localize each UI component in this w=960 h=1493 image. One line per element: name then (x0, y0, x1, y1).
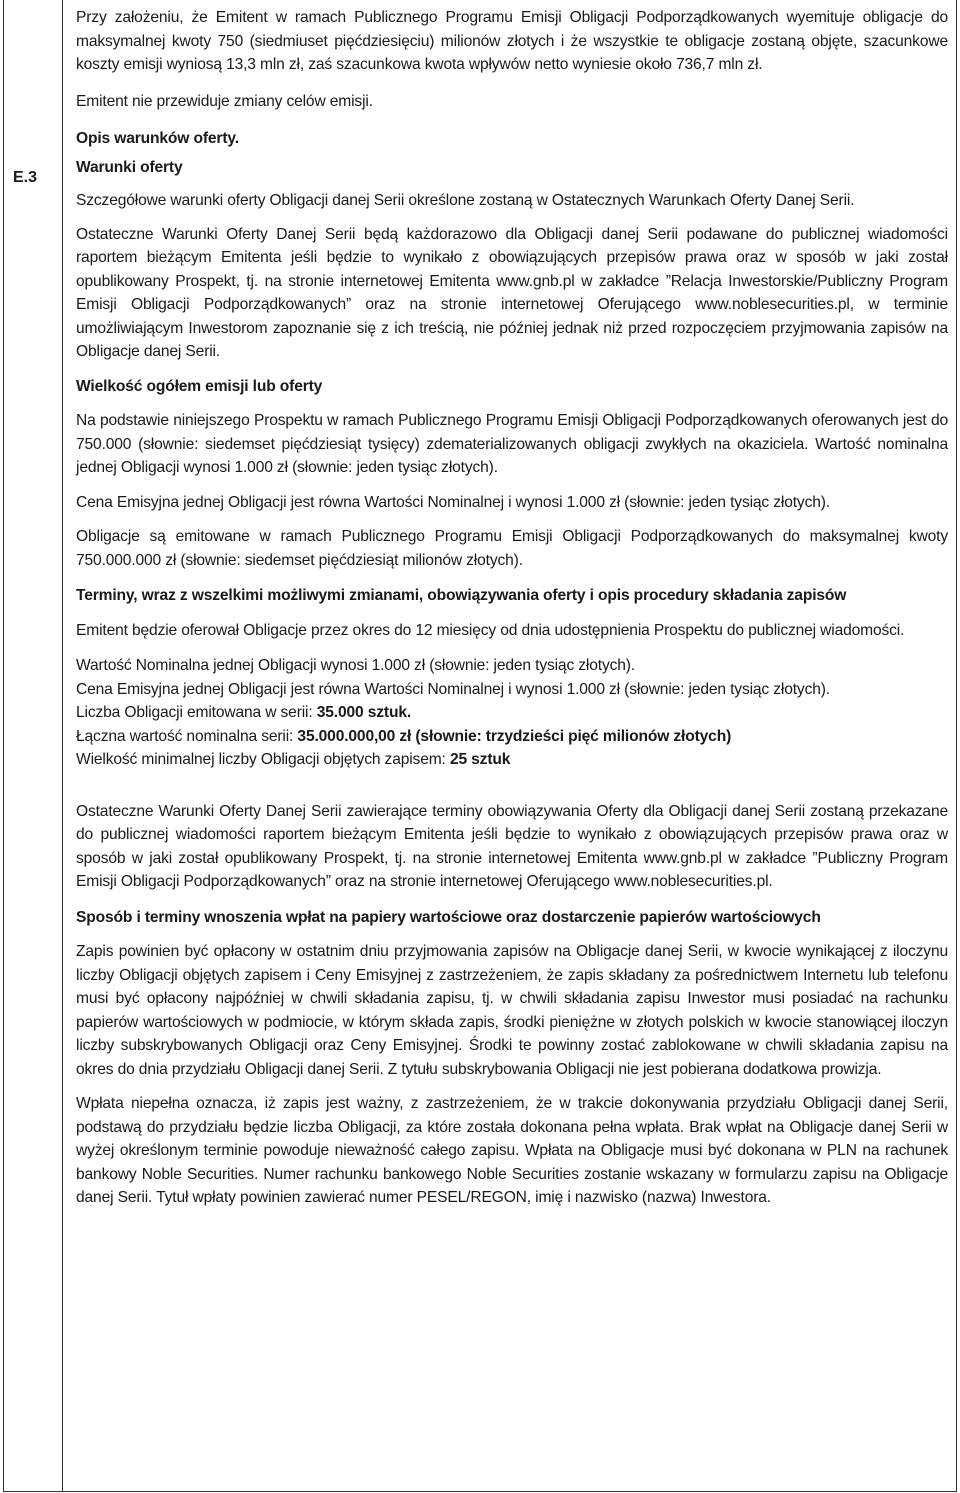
sposob-paragraph-2: Wpłata niepełna oznacza, iż zapis jest ważny, z zastrzeżeniem, że w trakcie dokonywania przydziału Obligacji danej Serii, podstawą do przydziału będzie liczba Obligacji, za które została dokonana pełna wpłata. Brak wpłat na Obligacje danej Serii w wyżej określonym terminie powoduje nieważność całego zapisu. Wpłata na Obligacje musi być dokonana w PLN na rachunek bankowy Noble Securities. Numer rachunku bankowego Noble Securities zostanie wskazany w formularzu zapisu na Obligacje danej Serii. Tytuł wpłaty powinien zawierać numer PESEL/REGON, imię i nazwisko (nazwa) Inwestora. (76, 1095, 948, 1206)
terminy-paragraph-1: Emitent będzie oferował Obligacje przez okres do 12 miesięcy od dnia udostępnienia Prospektu do publicznej wiadomości. (76, 621, 905, 639)
warunki-paragraph-2: Ostateczne Warunki Oferty Danej Serii będą każdorazowo dla Obligacji danej Serii podawane do publicznej wiadomości raportem bieżącym Emitenta jeśli będzie to wynikało z obowiązujących przepisów prawa oraz w sposób w jaki został opublikowany Prospekt, tj. na stronie internetowej Emitenta www.gnb.pl w zakładce ”Relacja Inwestorskie/Publiczny Program Emisji Obligacji Podporządkowanych” oraz na stronie internetowej Oferującego www.noblesecurities.pl, w terminie umożliwiającym Inwestorom zapoznanie się z ich treścią, nie później jednak niż przed rozpoczęciem przyjmowania zapisów na Obligacje danej Serii. (76, 225, 948, 360)
series-total-value: 35.000.000,00 zł (słownie: trzydzieści pięć milionów złotych) (297, 727, 732, 745)
minimum-subscription-value: 25 sztuk (449, 751, 511, 768)
wielkosc-heading: Wielkość ogółem emisji lub oferty (76, 377, 323, 395)
terminy-series-count (76, 701, 948, 725)
series-total-label: Łączna wartość nominalna serii: (76, 727, 298, 745)
wielkosc-paragraph-1: Na podstawie niniejszego Prospektu w ramach Publicznego Programu Emisji Obligacji Podporządkowanych oferowanych jest do 750.000 (słownie: siedemset pięćdziesiąt tysięcy) zdematerializowanych obligacji zwykłych na okaziciela. Wartość nominalna jednej Obligacji wynosi 1.000 zł (słownie: jeden tysiąc złotych). (76, 412, 948, 476)
terminy-series-total (76, 725, 948, 749)
series-count-label: Liczba Obligacji emitowana w serii: (76, 704, 317, 721)
section-title: Opis warunków oferty. (76, 130, 239, 147)
intro-paragraph-goals: Emitent nie przewiduje zmiany celów emisji. (76, 92, 373, 110)
sposob-heading: Sposób i terminy wnoszenia wpłat na papiery wartościowe oraz dostarczenie papierów wartościowych (76, 908, 821, 926)
terminy-nominal-value: Wartość Nominalna jednej Obligacji wynosi 1.000 zł (słownie: jeden tysiąc złotych). (76, 657, 635, 674)
terminy-paragraph-2: Ostateczne Warunki Oferty Danej Serii zawierające terminy obowiązywania Oferty dla Obligacji danej Serii zostaną przekazane do publicznej wiadomości raportem bieżącym Emitenta jeśli będzie to wynikało z obowiązujących przepisów prawa oraz w sposób w jaki został opublikowany Prospekt, tj. na stronie internetowej Emitenta www.gnb.pl w zakładce ”Publiczny Program Emisji Obligacji Podporządkowanych” oraz na stronie internetowej Oferującego www.noblesecurities.pl. (76, 802, 948, 890)
section-content (76, 6, 948, 1221)
terminy-heading: Terminy, wraz z wszelkimi możliwymi zmianami, obowiązywania oferty i opis procedury składania zapisów (76, 587, 847, 604)
column-divider (62, 0, 63, 1492)
wielkosc-paragraph-3: Obligacje są emitowane w ramach Publicznego Programu Emisji Obligacji Podporządkowanych do maksymalnej kwoty 750.000.000 zł (słownie: siedemset pięćdziesiąt milionów złotych). (76, 528, 948, 569)
wielkosc-paragraph-2: Cena Emisyjna jednej Obligacji jest równa Wartości Nominalnej i wynosi 1.000 zł (słownie: jeden tysiąc złotych). (76, 493, 830, 511)
spacer (76, 772, 948, 800)
warunki-heading: Warunki oferty (76, 158, 183, 176)
intro-paragraph-costs: Przy założeniu, że Emitent w ramach Publicznego Programu Emisji Obligacji Podporządkowanych wyemituje obligacje do maksymalnej kwoty 750 (siedmiuset pięćdziesięciu) milionów złotych i że wszystkie te obligacje zostaną objęte, szacunkowe koszty emisji wyniosą 13,3 mln zł, zaś szacunkowa kwota wpływów netto wyniesie około 736,7 mln zł. (76, 9, 948, 73)
section-number: E.3 (13, 169, 38, 186)
warunki-paragraph-1: Szczegółowe warunki oferty Obligacji danej Serii określone zostaną w Ostatecznych Warunkach Oferty Danej Serii. (76, 192, 855, 209)
terminy-minimum-subscription (76, 748, 948, 772)
sposob-paragraph-1: Zapis powinien być opłacony w ostatnim dniu przyjmowania zapisów na Obligacje danej Serii, w kwocie wynikającej z iloczynu liczby Obligacji objętych zapisem i Ceny Emisyjnej z zastrzeżeniem, że zapis składany za pośrednictwem Internetu lub telefonu musi być opłacony najpóźniej w chwili składania zapisu, tj. w chwili składania zapisu Inwestor musi posiadać na rachunku papierów wartościowych w podmiocie, w którym składa zapis, środki pieniężne w złotych polskich w kwocie stanowiącej iloczyn liczby subskrybowanych Obligacji oraz Ceny Emisyjnej. Środki te powinny zostać zablokowane w chwili składania zapisu na okres do dnia przydziału Obligacji danej Serii. Z tytułu subskrybowania Obligacji nie jest pobierana dodatkowa prowizja. (76, 943, 948, 1078)
series-count-value: 35.000 sztuk. (316, 704, 412, 721)
terminy-issue-price: Cena Emisyjna jednej Obligacji jest równa Wartości Nominalnej i wynosi 1.000 zł (słownie: jeden tysiąc złotych). (76, 680, 830, 698)
minimum-subscription-label: Wielkość minimalnej liczby Obligacji objętych zapisem: (76, 751, 450, 768)
